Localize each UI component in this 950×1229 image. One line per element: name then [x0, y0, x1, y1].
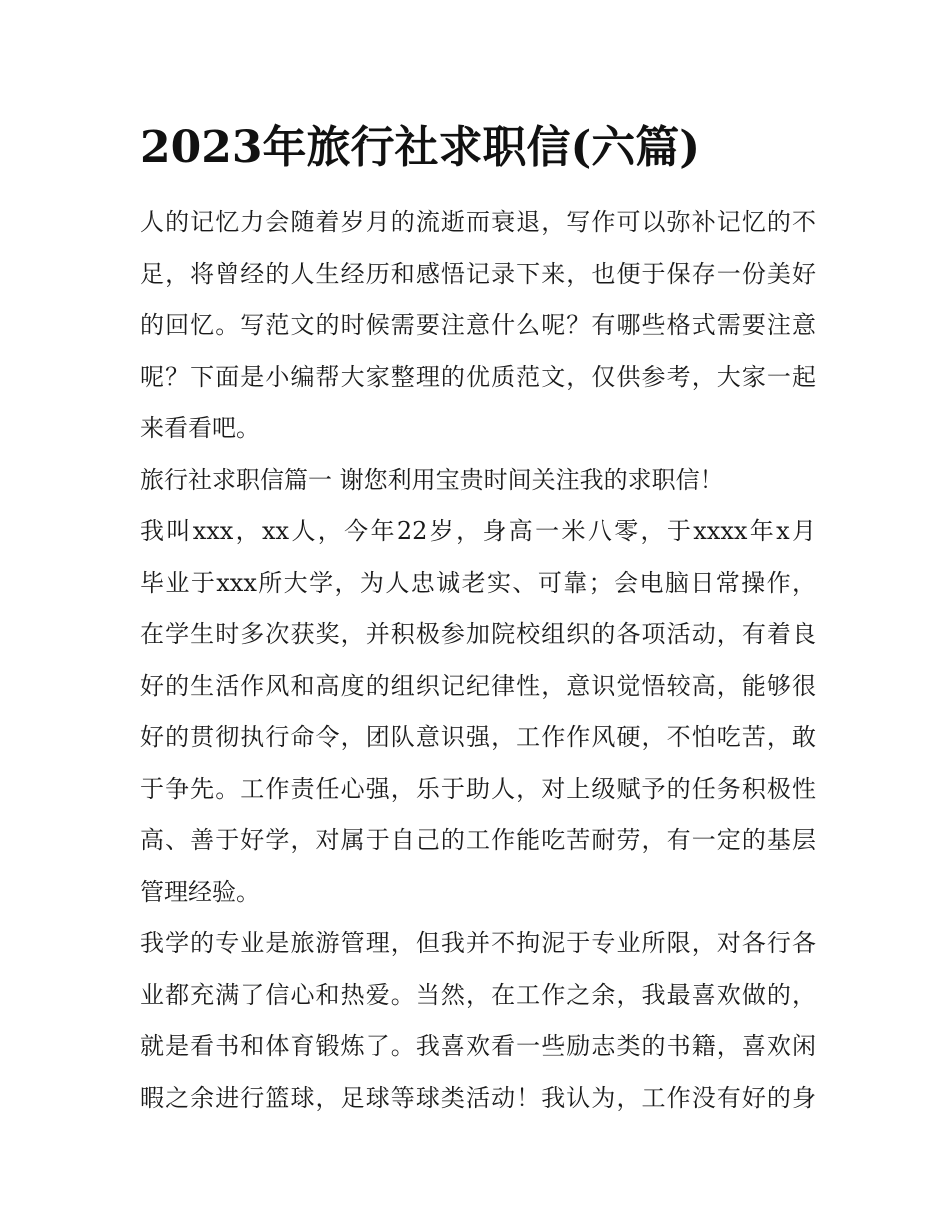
text-line: 来看看吧。 [140, 414, 260, 442]
text-line: 人的记忆力会随着岁月的流逝而衰退，写作可以弥补记忆的不 [140, 208, 816, 236]
text-line: 好的贯彻执行命令，团队意识强，工作作风硬，不怕吃苦，敢 [140, 723, 816, 751]
paragraph-intro [140, 197, 816, 455]
text-line: 旅行社求职信篇一 谢您利用宝贵时间关注我的求职信！ [140, 465, 724, 494]
text-line: 足，将曾经的人生经历和感悟记录下来，也便于保存一份美好 [140, 259, 816, 288]
paragraph-self-introduction [140, 506, 816, 918]
text-line: 我学的专业是旅游管理，但我并不拘泥于专业所限，对各行各 [140, 929, 816, 957]
text-line: 管理经验。 [140, 877, 260, 906]
text-line: 毕业于xxx所大学，为人忠诚老实、可靠；会电脑日常操作， [140, 568, 816, 597]
text-line: 呢？下面是小编帮大家整理的优质范文，仅供参考，大家一起 [140, 362, 816, 391]
text-line: 暇之余进行篮球，足球等球类活动！我认为，工作没有好的身 [140, 1083, 816, 1112]
text-line: 我叫xxx，xx人，今年22岁，身高一米八零，于xxxx年x月 [140, 517, 816, 545]
text-line: 在学生时多次获奖，并积极参加院校组织的各项活动，有着良 [140, 620, 816, 648]
paragraph-major-hobbies [140, 918, 816, 1124]
text-line: 于争先。工作责任心强，乐于助人，对上级赋予的任务积极性 [140, 774, 816, 803]
text-line: 就是看书和体育锻炼了。我喜欢看一些励志类的书籍，喜欢闲 [140, 1032, 816, 1060]
document-title: 2023年旅行社求职信(六篇) [140, 122, 701, 173]
text-line: 好的生活作风和高度的组织记纪律性，意识觉悟较高，能够很 [140, 671, 816, 700]
text-line: 高、善于好学，对属于自己的工作能吃苦耐劳，有一定的基层 [140, 826, 816, 854]
paragraph-letter-heading [140, 455, 816, 507]
text-line: 业都充满了信心和热爱。当然，在工作之余，我最喜欢做的， [140, 980, 816, 1009]
document-body [140, 197, 816, 1124]
text-line: 的回忆。写范文的时候需要注意什么呢？有哪些格式需要注意 [140, 311, 816, 339]
